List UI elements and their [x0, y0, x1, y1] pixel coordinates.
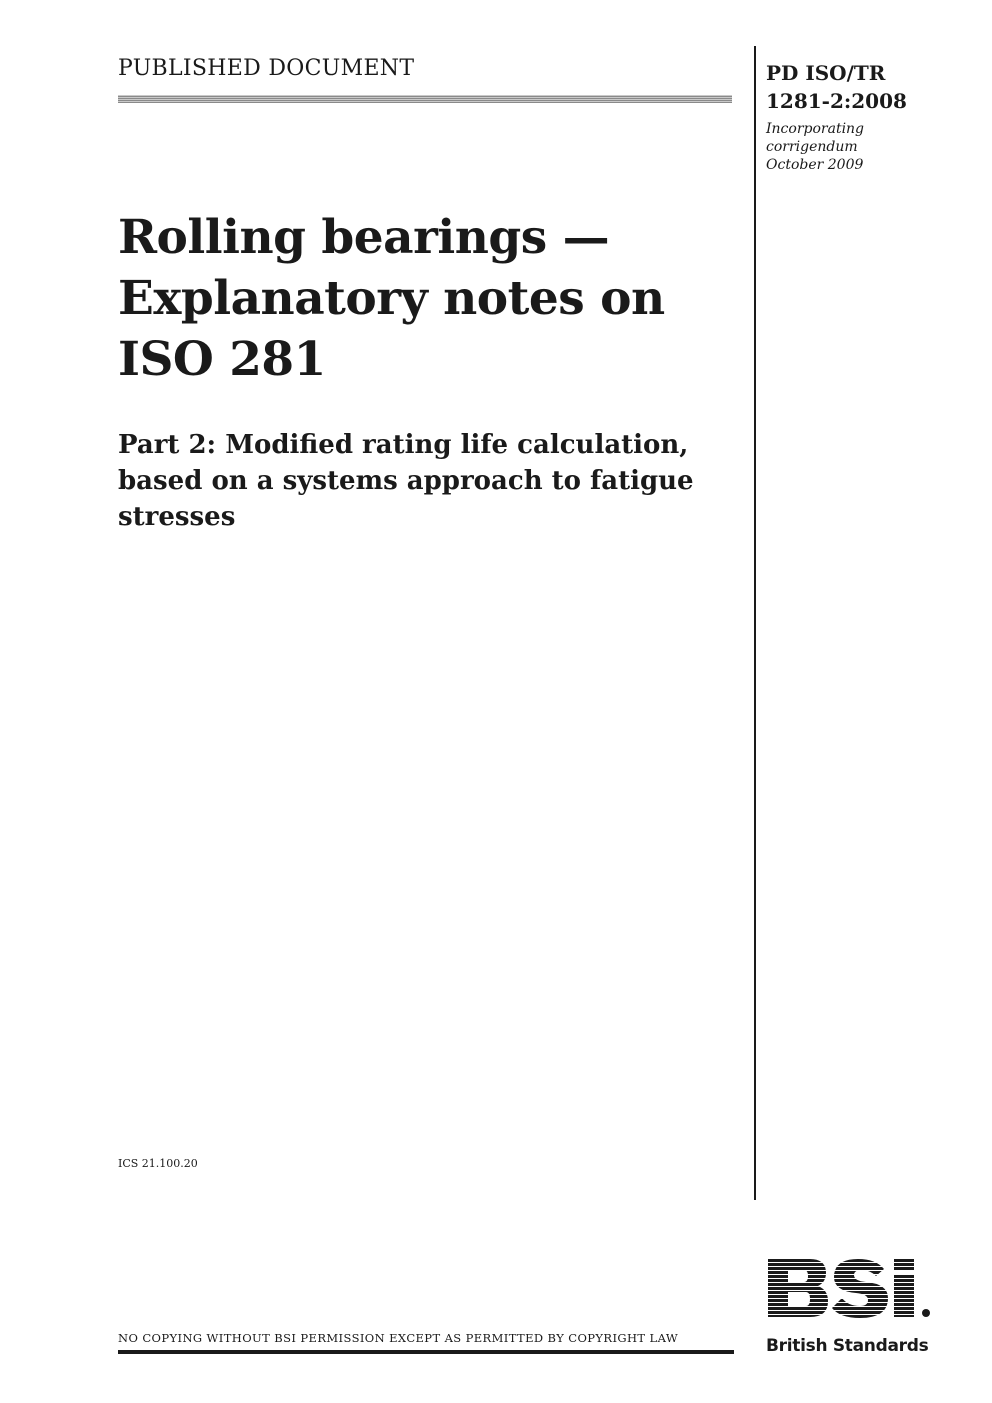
- corrigendum-line: Incorporating: [766, 121, 865, 137]
- ics-code: ICS 21.100.20: [118, 1157, 198, 1170]
- title-line: ISO 281: [118, 332, 326, 388]
- title-line: Explanatory notes on: [118, 271, 665, 327]
- corrigendum-note: [766, 120, 946, 174]
- subtitle-line: stresses: [118, 501, 236, 532]
- corrigendum-line: corrigendum: [766, 139, 858, 155]
- document-number-line: PD ISO/TR: [766, 61, 886, 85]
- document-title: [118, 207, 738, 390]
- title-line: Rolling bearings —: [118, 210, 610, 266]
- vertical-divider: [754, 46, 756, 1200]
- document-number-line: 1281-2:2008: [766, 89, 907, 113]
- corrigendum-line: October 2009: [766, 157, 864, 173]
- published-document-label: PUBLISHED DOCUMENT: [118, 56, 415, 81]
- subtitle-line: based on a systems approach to fatigue: [118, 465, 694, 496]
- subtitle-line: Part 2: Modified rating life calculation,: [118, 429, 689, 460]
- bsi-tagline: British Standards: [766, 1336, 929, 1356]
- copyright-notice: NO COPYING WITHOUT BSI PERMISSION EXCEPT AS PERMITTED BY COPYRIGHT LAW: [118, 1331, 679, 1345]
- footer-rule: [118, 1350, 734, 1354]
- bsi-logo-icon: [766, 1255, 936, 1319]
- document-number: [766, 59, 946, 115]
- document-subtitle: [118, 427, 743, 535]
- header-rule: [118, 95, 732, 103]
